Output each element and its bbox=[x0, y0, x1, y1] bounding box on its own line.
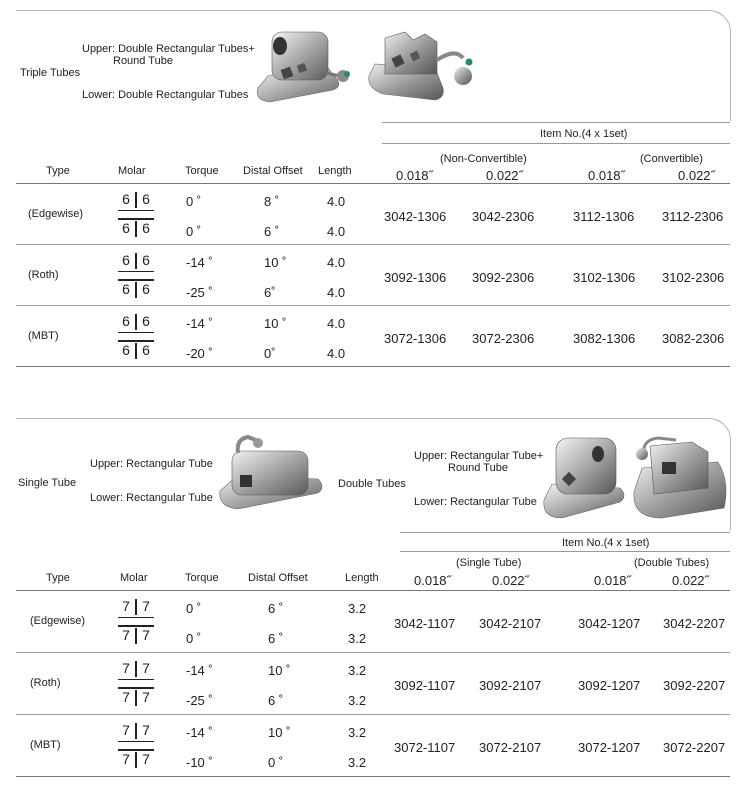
length-upper: 3.2 bbox=[348, 725, 367, 740]
table1-size-3: 0.018˝ bbox=[588, 168, 625, 183]
item-number: 3072-1207 bbox=[578, 740, 641, 755]
table2-item-no: Item No.(4 x 1set) bbox=[562, 537, 650, 549]
molar-upper bbox=[118, 660, 154, 678]
length-lower: 4.0 bbox=[327, 285, 346, 300]
table1-header-type: Type bbox=[46, 165, 70, 177]
molar-lower-right: 6 bbox=[142, 281, 150, 297]
molar-lower-left: 7 bbox=[122, 627, 130, 643]
table1-item-no: Item No.(4 x 1set) bbox=[540, 128, 628, 140]
double-upper-label-2: Round Tube bbox=[448, 462, 508, 474]
molar-occlusal-line bbox=[118, 749, 154, 751]
table2-group-single: (Single Tube) bbox=[456, 557, 522, 569]
table1-row-rule-2 bbox=[16, 305, 730, 306]
torque-upper: 0 ˚ bbox=[186, 194, 202, 209]
double-tube-upper-image bbox=[540, 432, 630, 522]
row-type: (MBT) bbox=[28, 330, 59, 342]
item-number: 3042-2107 bbox=[479, 616, 542, 631]
molar-occlusal-line bbox=[118, 679, 154, 681]
table1-size-2: 0.022˝ bbox=[486, 168, 523, 183]
molar-upper-right: 7 bbox=[142, 598, 150, 614]
length-lower: 3.2 bbox=[348, 755, 367, 770]
triple-tube-lower-image bbox=[365, 28, 480, 108]
length-lower: 3.2 bbox=[348, 693, 367, 708]
table1-row-rule-1 bbox=[16, 244, 730, 245]
item-number: 3042-1107 bbox=[394, 616, 456, 631]
single-tube-title: Single Tube bbox=[18, 477, 77, 489]
table1-group-nonconvertible: (Non-Convertible) bbox=[440, 153, 527, 165]
molar-occlusal-line bbox=[118, 741, 154, 743]
length-lower: 4.0 bbox=[327, 224, 346, 239]
molar-divider bbox=[135, 282, 137, 298]
torque-upper: 0 ˚ bbox=[186, 601, 202, 616]
molar-upper-right: 6 bbox=[142, 191, 150, 207]
molar-occlusal-line bbox=[118, 625, 154, 627]
distal-offset-lower: 0 ˚ bbox=[268, 755, 284, 770]
double-lower-label: Lower: Rectangular Tube bbox=[414, 496, 537, 508]
length-lower: 3.2 bbox=[348, 631, 367, 646]
molar-upper-left: 7 bbox=[122, 722, 130, 738]
molar-upper-right: 7 bbox=[142, 722, 150, 738]
molar-lower bbox=[118, 689, 154, 707]
distal-offset-lower: 6 ˚ bbox=[268, 631, 284, 646]
molar-occlusal-line bbox=[118, 340, 154, 342]
table1-group-convertible: (Convertible) bbox=[640, 153, 703, 165]
triple-tubes-title: Triple Tubes bbox=[20, 67, 81, 79]
molar-lower bbox=[118, 627, 154, 645]
item-number: 3092-1107 bbox=[394, 678, 456, 693]
molar-lower-left: 7 bbox=[122, 689, 130, 705]
distal-offset-lower: 0˚ bbox=[264, 346, 276, 361]
molar-occlusal-line bbox=[118, 210, 154, 212]
row-type: (Roth) bbox=[30, 677, 61, 689]
molar-occlusal-line bbox=[118, 271, 154, 273]
molar-upper bbox=[118, 313, 154, 331]
molar-divider bbox=[135, 661, 137, 677]
double-tube-lower-image bbox=[632, 432, 732, 522]
molar-lower-right: 7 bbox=[142, 627, 150, 643]
distal-offset-upper: 10 ˚ bbox=[264, 316, 287, 331]
row-type: (Roth) bbox=[28, 269, 59, 281]
molar-upper-right: 6 bbox=[142, 252, 150, 268]
molar-upper-left: 6 bbox=[122, 313, 130, 329]
item-number: 3042-2207 bbox=[663, 616, 726, 631]
triple-upper-label-2: Round Tube bbox=[113, 55, 173, 67]
molar-divider bbox=[135, 253, 137, 269]
molar-lower-right: 7 bbox=[142, 751, 150, 767]
table2-top-rule bbox=[400, 532, 730, 533]
molar-lower bbox=[118, 281, 154, 299]
triple-tube-upper-image bbox=[248, 18, 358, 113]
item-number: 3042-1207 bbox=[578, 616, 641, 631]
molar-divider bbox=[135, 723, 137, 739]
item-number: 3092-2107 bbox=[479, 678, 542, 693]
table1-header-torque: Torque bbox=[185, 165, 219, 177]
distal-offset-upper: 10 ˚ bbox=[264, 255, 287, 270]
row-type: (Edgewise) bbox=[28, 208, 84, 220]
row-type: (Edgewise) bbox=[30, 615, 86, 627]
double-upper-label: Upper: Rectangular Tube+ bbox=[414, 450, 544, 462]
molar-lower-left: 6 bbox=[122, 281, 130, 297]
molar-divider bbox=[135, 628, 137, 644]
molar-upper bbox=[118, 722, 154, 740]
molar-occlusal-line bbox=[118, 218, 154, 220]
table1-top-rule bbox=[382, 122, 730, 123]
torque-lower: -10 ˚ bbox=[186, 755, 213, 770]
molar-divider bbox=[135, 192, 137, 208]
molar-lower-right: 6 bbox=[142, 220, 150, 236]
table2-group-double: (Double Tubes) bbox=[634, 557, 710, 569]
torque-upper: -14 ˚ bbox=[186, 255, 213, 270]
molar-divider bbox=[135, 221, 137, 237]
table2-header-distal: Distal Offset bbox=[248, 572, 308, 584]
table1-size-1: 0.018˝ bbox=[396, 168, 433, 183]
molar-upper-left: 6 bbox=[122, 191, 130, 207]
torque-lower: -25 ˚ bbox=[186, 285, 213, 300]
torque-upper: -14 ˚ bbox=[186, 663, 213, 678]
table2-header-molar: Molar bbox=[120, 572, 148, 584]
molar-upper-left: 7 bbox=[122, 598, 130, 614]
single-upper-label: Upper: Rectangular Tube bbox=[90, 458, 213, 470]
item-number: 3112-1306 bbox=[573, 209, 635, 224]
molar-upper-right: 7 bbox=[142, 660, 150, 676]
table2-row-rule-1 bbox=[16, 652, 730, 653]
molar-occlusal-line bbox=[118, 687, 154, 689]
distal-offset-upper: 10 ˚ bbox=[268, 725, 291, 740]
torque-lower: 0 ˚ bbox=[186, 631, 202, 646]
molar-upper-left: 6 bbox=[122, 252, 130, 268]
molar-lower-left: 6 bbox=[122, 220, 130, 236]
item-number: 3072-2107 bbox=[479, 740, 542, 755]
item-number: 3072-2306 bbox=[472, 331, 535, 346]
table2-size-3: 0.018˝ bbox=[594, 573, 631, 588]
torque-lower: -25 ˚ bbox=[186, 693, 213, 708]
molar-lower-right: 7 bbox=[142, 689, 150, 705]
table1-size-4: 0.022˝ bbox=[678, 168, 715, 183]
item-number: 3072-1306 bbox=[384, 331, 447, 346]
torque-upper: -14 ˚ bbox=[186, 725, 213, 740]
item-number: 3102-1306 bbox=[573, 270, 636, 285]
item-number: 3082-1306 bbox=[573, 331, 636, 346]
single-lower-label: Lower: Rectangular Tube bbox=[90, 492, 213, 504]
distal-offset-upper: 10 ˚ bbox=[268, 663, 291, 678]
length-lower: 4.0 bbox=[327, 346, 346, 361]
table1-header-molar: Molar bbox=[118, 165, 146, 177]
item-number: 3112-2306 bbox=[662, 209, 724, 224]
molar-upper bbox=[118, 191, 154, 209]
distal-offset-upper: 8 ˚ bbox=[264, 194, 280, 209]
molar-upper bbox=[118, 252, 154, 270]
table1-group-rule bbox=[382, 143, 730, 144]
molar-lower-left: 6 bbox=[122, 342, 130, 358]
item-number: 3092-2306 bbox=[472, 270, 535, 285]
table2-header-length: Length bbox=[345, 572, 379, 584]
molar-lower bbox=[118, 220, 154, 238]
torque-lower: 0 ˚ bbox=[186, 224, 202, 239]
length-upper: 4.0 bbox=[327, 255, 346, 270]
table1-header-distal: Distal Offset bbox=[243, 165, 303, 177]
item-number: 3092-2207 bbox=[663, 678, 726, 693]
table2-row-rule-2 bbox=[16, 714, 730, 715]
distal-offset-lower: 6˚ bbox=[264, 285, 276, 300]
distal-offset-upper: 6 ˚ bbox=[268, 601, 284, 616]
length-upper: 4.0 bbox=[327, 194, 346, 209]
item-number: 3102-2306 bbox=[662, 270, 725, 285]
molar-divider bbox=[135, 314, 137, 330]
item-number: 3072-2207 bbox=[663, 740, 726, 755]
table2-bottom-rule bbox=[16, 776, 730, 777]
molar-occlusal-line bbox=[118, 279, 154, 281]
molar-divider bbox=[135, 752, 137, 768]
triple-upper-label: Upper: Double Rectangular Tubes+ bbox=[82, 43, 255, 55]
molar-occlusal-line bbox=[118, 617, 154, 619]
row-type: (MBT) bbox=[30, 739, 61, 751]
molar-divider bbox=[135, 599, 137, 615]
molar-upper-right: 6 bbox=[142, 313, 150, 329]
molar-divider bbox=[135, 343, 137, 359]
item-number: 3042-2306 bbox=[472, 209, 535, 224]
table1-header-rule bbox=[16, 183, 730, 184]
table1-header-length: Length bbox=[318, 165, 352, 177]
table2-group-rule bbox=[400, 551, 730, 552]
table1-bottom-rule bbox=[16, 366, 730, 367]
table2-header-rule bbox=[16, 590, 730, 591]
molar-lower bbox=[118, 342, 154, 360]
distal-offset-lower: 6 ˚ bbox=[268, 693, 284, 708]
item-number: 3042-1306 bbox=[384, 209, 447, 224]
table2-size-1: 0.018˝ bbox=[414, 573, 451, 588]
length-upper: 3.2 bbox=[348, 663, 367, 678]
item-number: 3072-1107 bbox=[394, 740, 456, 755]
table2-header-torque: Torque bbox=[185, 572, 219, 584]
torque-upper: -14 ˚ bbox=[186, 316, 213, 331]
molar-lower-left: 7 bbox=[122, 751, 130, 767]
item-number: 3082-2306 bbox=[662, 331, 725, 346]
table2-size-4: 0.022˝ bbox=[672, 573, 709, 588]
molar-occlusal-line bbox=[118, 332, 154, 334]
item-number: 3092-1306 bbox=[384, 270, 447, 285]
table2-header-type: Type bbox=[46, 572, 70, 584]
table2-size-2: 0.022˝ bbox=[492, 573, 529, 588]
triple-lower-label: Lower: Double Rectangular Tubes bbox=[82, 89, 249, 101]
distal-offset-lower: 6 ˚ bbox=[264, 224, 280, 239]
double-tubes-title: Double Tubes bbox=[338, 478, 406, 490]
molar-lower-right: 6 bbox=[142, 342, 150, 358]
molar-upper bbox=[118, 598, 154, 616]
molar-lower bbox=[118, 751, 154, 769]
torque-lower: -20 ˚ bbox=[186, 346, 213, 361]
single-tube-image bbox=[218, 435, 328, 515]
length-upper: 3.2 bbox=[348, 601, 367, 616]
length-upper: 4.0 bbox=[327, 316, 346, 331]
molar-upper-left: 7 bbox=[122, 660, 130, 676]
item-number: 3092-1207 bbox=[578, 678, 641, 693]
molar-divider bbox=[135, 690, 137, 706]
